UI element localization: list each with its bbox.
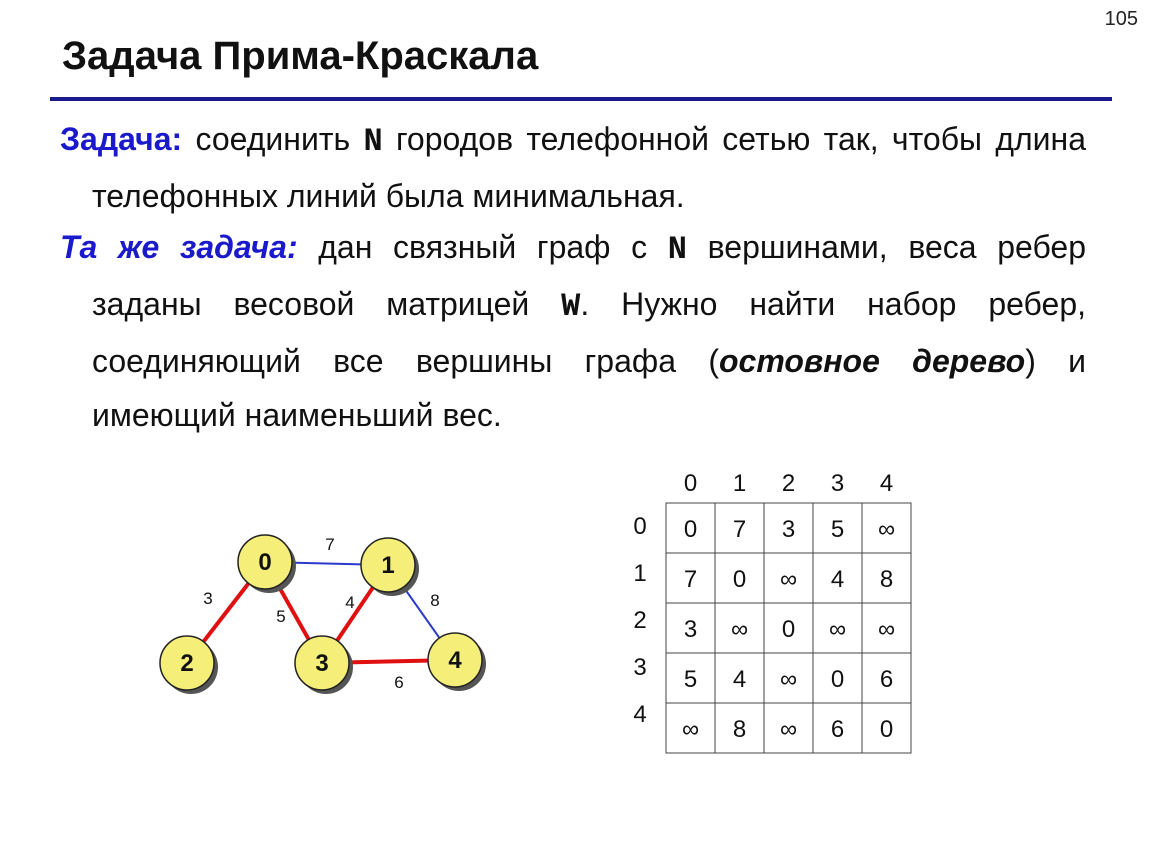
task-text-1: соединить xyxy=(182,121,364,157)
matrix-cell-value: 4 xyxy=(732,666,747,693)
same-task-text-1: дан связный граф с xyxy=(297,229,668,265)
matrix-cell-value: 5 xyxy=(683,666,698,693)
matrix-row-header: 0 xyxy=(633,513,647,540)
same-task-text-2: вершинами, веса ребер заданы весовой матрицей xyxy=(92,229,1087,322)
spanning-tree-term: остовное дерево xyxy=(718,343,1026,379)
node-3 xyxy=(295,636,353,694)
matrix-col-header: 2 xyxy=(781,470,796,497)
matrix-row-header: 3 xyxy=(633,654,647,681)
node-label: 3 xyxy=(315,650,329,677)
page-title: Задача Прима-Краскала xyxy=(62,34,539,78)
task-label: Задача: xyxy=(60,121,183,157)
matrix-row-header: 4 xyxy=(633,701,647,728)
matrix-cell-value: 6 xyxy=(879,666,894,693)
matrix-cell-value: 8 xyxy=(732,716,747,743)
matrix-cell-value: 8 xyxy=(879,566,894,593)
matrix-cell-value: 7 xyxy=(683,566,698,593)
page-number: 105 xyxy=(1104,8,1138,30)
edge-weight-3-4: 6 xyxy=(394,673,404,692)
edge-weight-0-2: 3 xyxy=(203,589,213,608)
edge-weight-1-3: 4 xyxy=(345,593,355,612)
node-label: 1 xyxy=(381,552,395,579)
matrix-col-header: 3 xyxy=(830,470,845,497)
same-task-text-4: ) и имеющий наименьший вес. xyxy=(92,343,1087,433)
task-text-2: городов телефонной сетью так, чтобы длина телефонных линий была минимальная. xyxy=(92,121,1087,214)
matrix-cell-value: 5 xyxy=(830,516,845,543)
task-n-symbol: N xyxy=(363,123,383,160)
matrix-cell-value: 4 xyxy=(830,566,845,593)
matrix-cell-value: ∞ xyxy=(730,616,749,643)
same-task-label: Та же задача: xyxy=(60,229,298,265)
matrix-cell-value: 0 xyxy=(732,566,747,593)
matrix-row-header: 2 xyxy=(633,607,647,634)
matrix-row-header: 1 xyxy=(633,560,647,587)
weight-matrix-svg xyxy=(622,468,922,768)
node-4 xyxy=(428,633,486,691)
graph-diagram xyxy=(150,520,510,710)
task-paragraph xyxy=(60,112,1086,223)
matrix-cell-value: ∞ xyxy=(877,616,896,643)
matrix-col-header: 0 xyxy=(683,470,698,497)
weight-matrix xyxy=(622,468,922,768)
nodes-layer xyxy=(160,535,486,694)
matrix-col-header: 4 xyxy=(879,470,894,497)
node-label: 0 xyxy=(258,549,272,576)
edge-weight-0-3: 5 xyxy=(276,607,286,626)
edge-weight-0-1: 7 xyxy=(325,535,335,554)
same-task-n-symbol: N xyxy=(667,231,687,268)
matrix-cell-value: ∞ xyxy=(828,616,847,643)
matrix-cell-value: ∞ xyxy=(877,516,896,543)
matrix-cell-value: 6 xyxy=(830,716,845,743)
matrix-cell-value: 0 xyxy=(879,716,894,743)
node-label: 4 xyxy=(448,647,462,674)
matrix-cell-value: 3 xyxy=(781,516,796,543)
graph-svg xyxy=(150,520,510,710)
same-task-text-3: . Нужно найти набор ребер, соединяющий все вершины графа ( xyxy=(92,286,1087,379)
matrix-cell-value: ∞ xyxy=(779,566,798,593)
edge-weight-1-4: 8 xyxy=(430,591,440,610)
matrix-cell-value: 0 xyxy=(781,616,796,643)
matrix-cell-value: 3 xyxy=(683,616,698,643)
node-2 xyxy=(160,636,218,694)
same-task-paragraph xyxy=(60,220,1086,442)
title-divider xyxy=(50,97,1112,101)
matrix-cell-value: 0 xyxy=(830,666,845,693)
matrix-cell-value: ∞ xyxy=(779,666,798,693)
matrix-layer xyxy=(633,470,911,753)
matrix-cell-value: 0 xyxy=(683,516,698,543)
matrix-cell-value: ∞ xyxy=(681,716,700,743)
matrix-cell-value: ∞ xyxy=(779,716,798,743)
node-1 xyxy=(361,538,419,596)
matrix-w-symbol: W xyxy=(561,288,581,325)
matrix-col-header: 1 xyxy=(732,470,747,497)
node-label: 2 xyxy=(180,650,194,677)
matrix-cell-value: 7 xyxy=(732,516,747,543)
